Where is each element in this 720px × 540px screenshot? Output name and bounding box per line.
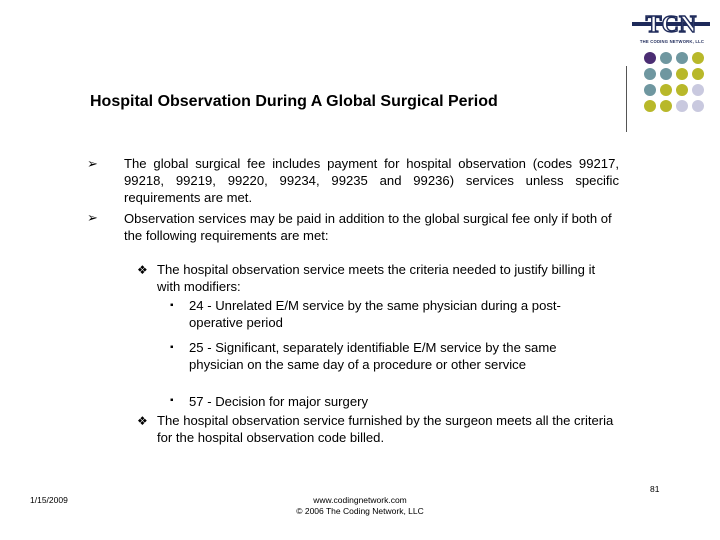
footer-date: 1/15/2009: [30, 495, 68, 505]
bullet-text-observation-paid: Observation services may be paid in addition to the global surgical fee only if both of the following requirements are met:: [124, 211, 612, 243]
sub-bullet-text-criteria: The hospital observation service meets the criteria needed to justify billing it with modifiers:: [157, 262, 596, 294]
dot-olive: [676, 68, 688, 80]
dot-olive: [660, 84, 672, 96]
company-logo: [632, 8, 712, 48]
dot-olive: [644, 100, 656, 112]
dot-olive: [676, 84, 688, 96]
logo-mark-text: TCN: [645, 12, 697, 36]
decorative-dot-grid: [640, 48, 716, 124]
page-number: 81: [650, 484, 660, 494]
dot-olive: [692, 52, 704, 64]
dot-teal: [644, 68, 656, 80]
dot-lavender: [692, 84, 704, 96]
dot-olive: [660, 100, 672, 112]
diamond-bullet-icon: ❖: [137, 414, 148, 428]
dot-purple: [644, 52, 656, 64]
vertical-divider: [626, 66, 627, 132]
dot-teal: [660, 68, 672, 80]
diamond-bullet-icon: ❖: [137, 263, 148, 277]
modifier-25-text: 25 - Significant, separately identifiable E/M service by the same physician on the same day of a procedure or other service: [189, 340, 557, 372]
tcn-logo-mark: [632, 10, 710, 36]
arrow-bullet-icon: ➢: [87, 156, 98, 171]
logo-subtitle: THE CODING NETWORK, LLC: [639, 39, 705, 44]
dot-lavender: [676, 100, 688, 112]
arrow-bullet-icon: ➢: [87, 210, 98, 225]
dot-teal: [644, 84, 656, 96]
square-bullet-icon: ▪: [170, 395, 174, 406]
modifier-57-text: 57 - Decision for major surgery: [189, 394, 369, 409]
bullet-text-global-fee: The global surgical fee includes payment for hospital observation (codes 99217, 99218, 99219, 99220, 99234, 99235 and 99236) services unless specific requirements are met.: [124, 156, 619, 205]
footer-center: [240, 495, 480, 517]
square-bullet-icon: ▪: [170, 300, 174, 311]
slide-title: Hospital Observation During A Global Surgical Period: [90, 93, 498, 110]
footer-copyright: © 2006 The Coding Network, LLC: [296, 506, 424, 516]
sub-bullet-text-surgeon: The hospital observation service furnished by the surgeon meets all the criteria for the hospital observation code billed.: [157, 413, 614, 445]
dot-teal: [676, 52, 688, 64]
footer-url[interactable]: www.codingnetwork.com: [313, 495, 407, 505]
dot-olive: [692, 68, 704, 80]
square-bullet-icon: ▪: [170, 342, 174, 353]
dot-lavender: [692, 100, 704, 112]
modifier-24-text: 24 - Unrelated E/M service by the same physician during a post-operative period: [189, 298, 561, 330]
dot-teal: [660, 52, 672, 64]
